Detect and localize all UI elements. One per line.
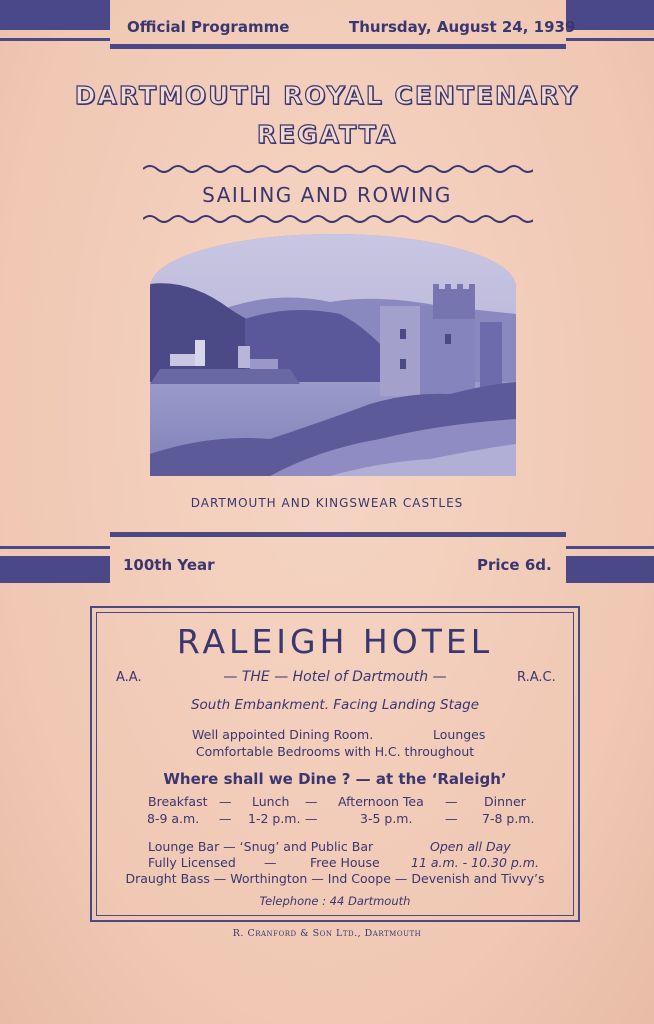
header-underline	[110, 44, 566, 49]
bar-info: Lounge Bar — ‘Snug’ and Public Bar	[148, 839, 374, 854]
licence-free-house: Free House	[310, 855, 380, 870]
mid-band-right	[566, 556, 654, 583]
feature-dining: Well appointed Dining Room.	[192, 727, 374, 742]
raleigh-hotel-advert	[90, 606, 580, 922]
dine-slogan: Where shall we Dine ? — at the ‘Raleigh’	[163, 770, 507, 788]
feature-lounges: Lounges	[433, 727, 486, 742]
hotel-name: RALEIGH HOTEL	[176, 622, 494, 661]
meal-dinner: Dinner	[484, 794, 526, 809]
rac-label: R.A.C.	[517, 670, 556, 685]
time-breakfast: 8-9 a.m.	[147, 811, 200, 826]
time-dash-2: —	[305, 811, 318, 826]
wave-rule-bottom	[143, 213, 533, 225]
meal-lunch: Lunch	[252, 794, 290, 809]
header-date: Thursday, August 24, 1939	[349, 18, 576, 36]
subtitle: SAILING AND ROWING	[202, 183, 452, 207]
meal-dash-3: —	[445, 794, 458, 809]
licence-fully-licensed: Fully Licensed	[148, 855, 236, 870]
time-dash-1: —	[219, 811, 232, 826]
header-band-left	[0, 0, 110, 30]
wave-rule-top	[143, 163, 533, 175]
hotel-tagline: — THE — Hotel of Dartmouth —	[223, 669, 447, 685]
time-afternoon-tea: 3-5 p.m.	[360, 811, 413, 826]
header-band-right	[566, 0, 654, 30]
mid-rule-right	[566, 546, 654, 549]
header-rule-left	[0, 38, 110, 41]
telephone: Telephone : 44 Dartmouth	[259, 894, 411, 908]
time-dash-3: —	[445, 811, 458, 826]
castles-illustration	[150, 234, 516, 476]
aa-label: A.A.	[116, 670, 142, 685]
hotel-address: South Embankment. Facing Landing Stage	[190, 697, 480, 713]
meal-breakfast: Breakfast	[148, 794, 208, 809]
time-lunch: 1-2 p.m.	[248, 811, 301, 826]
meal-afternoon-tea: Afternoon Tea	[338, 794, 424, 809]
time-dinner: 7-8 p.m.	[482, 811, 535, 826]
licence-hours: 11 a.m. - 10.30 p.m.	[411, 855, 539, 870]
castles-photo	[150, 234, 516, 476]
header-left-text: Official Programme	[127, 18, 290, 36]
mid-band-left	[0, 556, 110, 583]
mid-rule-top	[110, 532, 566, 537]
photo-caption: DARTMOUTH AND KINGSWEAR CASTLES	[190, 496, 464, 510]
year-text: 100th Year	[123, 556, 215, 574]
meal-dash-1: —	[219, 794, 232, 809]
mid-rule-left	[0, 546, 110, 549]
header-rule-right	[566, 38, 654, 41]
title-line-2: REGATTA	[256, 120, 398, 149]
title-line-1: DARTMOUTH ROYAL CENTENARY	[74, 81, 580, 110]
meal-dash-2: —	[305, 794, 318, 809]
bar-open-all-day: Open all Day	[430, 839, 511, 854]
printer-imprint: R. Cranford & Son Ltd., Dartmouth	[232, 928, 422, 939]
licence-dash: —	[264, 855, 277, 870]
feature-bedrooms: Comfortable Bedrooms with H.C. throughout	[195, 744, 475, 759]
price-text: Price 6d.	[477, 556, 552, 574]
draught-beers: Draught Bass — Worthington — Ind Coope — Devenish and Tivvy’s	[125, 871, 545, 886]
